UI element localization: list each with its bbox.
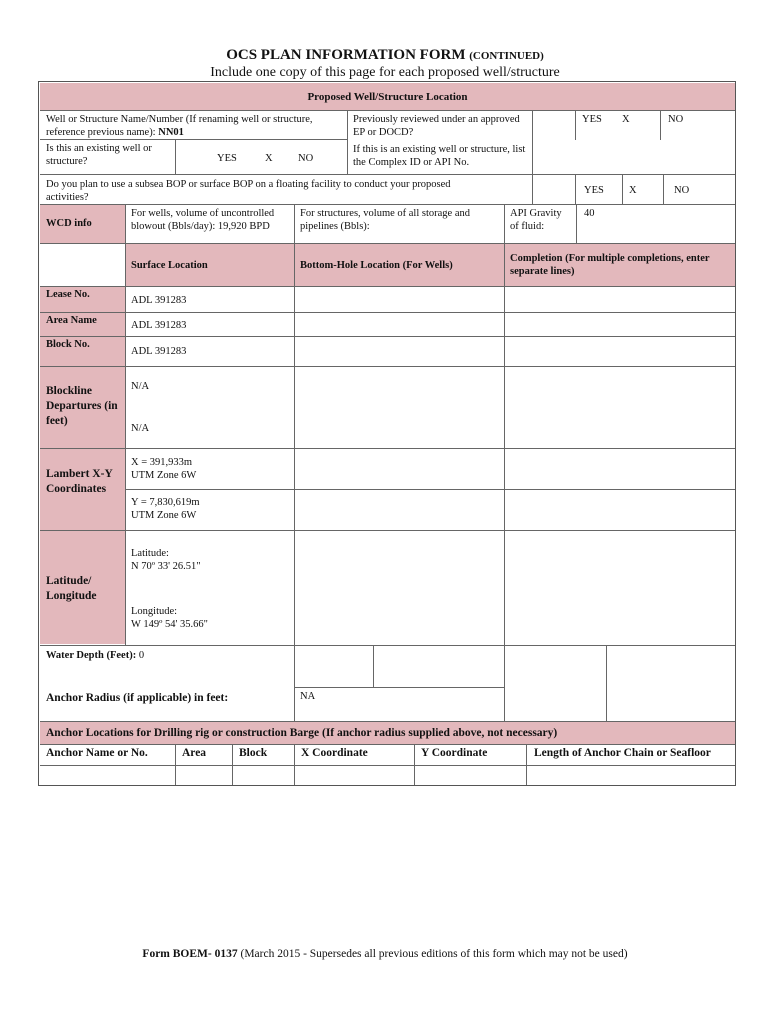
well-name-label: [40, 111, 347, 139]
table-rule-horizontal: [40, 645, 735, 646]
form-note: (March 2015 - Supersedes all previous editions of this form which may not be used): [240, 948, 628, 960]
existing-yes[interactable]: YES: [217, 153, 237, 164]
table-rule-horizontal: [40, 336, 735, 337]
api-gravity-value[interactable]: 40: [584, 208, 595, 219]
table-rule-vertical: [294, 204, 295, 721]
blockline-value-2[interactable]: N/A: [131, 423, 150, 434]
table-rule-horizontal: [40, 744, 735, 745]
block-label: Block No.: [40, 336, 125, 366]
wcd-wells: For wells, volume of uncontrolled blowout (Bbls/day): 19,920 BPD: [131, 208, 275, 232]
table-rule-vertical: [125, 204, 126, 645]
blockline-value-1[interactable]: N/A: [131, 381, 150, 392]
table-rule-vertical: [414, 744, 415, 785]
anchor-col-name: Anchor Name or No.: [46, 747, 148, 759]
table-rule-vertical: [576, 204, 577, 243]
table-rule-horizontal: [294, 687, 504, 688]
table-rule-vertical: [532, 110, 533, 174]
lease-label: Lease No.: [40, 286, 125, 312]
prev-mark[interactable]: X: [622, 114, 630, 125]
form-subtitle: Include one copy of this page for each proposed well/structure: [210, 65, 560, 80]
anchor-radius-value[interactable]: NA: [300, 691, 316, 702]
wcd-label: WCD info: [40, 205, 125, 243]
table-rule-horizontal: [40, 765, 735, 766]
table-rule-vertical: [575, 110, 576, 140]
table-rule-vertical: [175, 744, 176, 785]
lambert-x-value: X = 391,933m: [131, 457, 193, 468]
table-rule-horizontal: [40, 721, 735, 722]
complex-label: If this is an existing well or structure, list the Complex ID or API No.: [353, 144, 526, 168]
table-rule-vertical: [663, 174, 664, 204]
table-rule-vertical: [232, 744, 233, 785]
well-name-value: NN01: [158, 127, 184, 138]
lambert-label: Lambert X-Y Coordinates: [40, 448, 125, 530]
table-rule-horizontal: [40, 312, 735, 313]
table-rule-vertical: [175, 139, 176, 174]
longitude-value: W 149º 54' 35.66": [131, 619, 208, 630]
section-heading: Proposed Well/Structure Location: [40, 83, 735, 110]
water-depth-label: Water Depth (Feet):: [46, 650, 137, 661]
latitude-value: N 70º 33' 26.51": [131, 561, 201, 572]
table-rule-vertical: [622, 174, 623, 204]
latitude-label: Latitude:: [131, 548, 169, 559]
table-rule-horizontal: [125, 489, 735, 490]
lambert-y[interactable]: [125, 494, 294, 526]
col-completion: Completion (For multiple completions, enter separate lines): [504, 243, 735, 286]
table-rule-horizontal: [40, 366, 735, 367]
table-rule-horizontal: [40, 204, 735, 205]
water-depth: [40, 647, 294, 667]
bop-yes[interactable]: YES: [584, 185, 604, 196]
table-rule-horizontal: [40, 243, 735, 244]
table-rule-horizontal: [40, 174, 735, 175]
form-title-main: OCS PLAN INFORMATION FORM: [226, 47, 466, 63]
lambert-x[interactable]: [125, 454, 294, 486]
block-value[interactable]: ADL 391283: [131, 346, 187, 357]
wcd-structures: For structures, volume of all storage and pipelines (Bbls):: [300, 208, 470, 232]
lambert-x-zone: UTM Zone 6W: [131, 470, 197, 481]
table-rule-vertical: [532, 174, 533, 204]
anchor-col-block: Block: [239, 747, 268, 759]
longitude[interactable]: [125, 603, 294, 635]
form-title: [0, 47, 770, 64]
lease-value[interactable]: ADL 391283: [131, 295, 187, 306]
existing-no[interactable]: NO: [298, 153, 314, 164]
latitude[interactable]: [125, 545, 294, 577]
api-gravity-label: API Gravity of fluid:: [510, 208, 562, 232]
anchor-col-length: Length of Anchor Chain or Seafloor: [534, 747, 711, 759]
longitude-label: Longitude:: [131, 606, 178, 617]
bop-mark[interactable]: X: [629, 185, 637, 196]
blockline-label: Blockline Departures (in feet): [40, 366, 125, 448]
bop-no[interactable]: NO: [674, 185, 690, 196]
table-rule-horizontal: [40, 139, 347, 140]
area-label: Area Name: [40, 312, 125, 336]
table-rule-vertical: [606, 645, 607, 721]
prev-reviewed-label: Previously reviewed under an approved EP or DOCD?: [353, 114, 520, 138]
existing-mark[interactable]: X: [265, 153, 273, 164]
anchor-col-x: X Coordinate: [301, 747, 368, 759]
anchor-col-area: Area: [182, 747, 207, 759]
col-bottom-hole: Bottom-Hole Location (For Wells): [294, 243, 504, 286]
table-rule-horizontal: [40, 286, 735, 287]
anchor-radius-label: Anchor Radius (if applicable) in feet:: [46, 692, 229, 704]
prev-no[interactable]: NO: [668, 114, 684, 125]
well-name-label-text: Well or Structure Name/Number (If renaming well or structure, reference previous name):: [46, 114, 313, 138]
anchor-col-y: Y Coordinate: [421, 747, 488, 759]
table-rule-vertical: [373, 645, 374, 688]
table-rule-vertical: [526, 744, 527, 785]
prev-yes[interactable]: YES: [582, 114, 602, 125]
form-id: Form BOEM- 0137: [142, 948, 238, 960]
table-rule-horizontal: [40, 530, 735, 531]
table-rule-vertical: [504, 204, 505, 721]
table-rule-vertical: [347, 110, 348, 174]
table-rule-vertical: [575, 174, 576, 204]
anchor-locations-heading: Anchor Locations for Drilling rig or construction Barge (If anchor radius supplied above, not necessary): [40, 722, 735, 744]
existing-label: Is this an existing well or structure?: [46, 143, 152, 167]
form-title-suffix: (CONTINUED): [469, 50, 544, 62]
table-rule-horizontal: [40, 448, 735, 449]
table-rule-vertical: [294, 744, 295, 785]
table-rule-horizontal: [40, 110, 735, 111]
form-footer: [0, 948, 770, 960]
area-value[interactable]: ADL 391283: [131, 320, 187, 331]
latlon-label: Latitude/ Longitude: [40, 530, 125, 644]
water-depth-value[interactable]: 0: [138, 650, 145, 661]
table-rule-vertical: [660, 110, 661, 140]
col-surface-location: Surface Location: [125, 243, 294, 286]
lambert-y-zone: UTM Zone 6W: [131, 510, 197, 521]
lambert-y-value: Y = 7,830,619m: [131, 497, 200, 508]
bop-label: Do you plan to use a subsea BOP or surface BOP on a floating facility to conduct your proposed activities?: [46, 179, 451, 203]
